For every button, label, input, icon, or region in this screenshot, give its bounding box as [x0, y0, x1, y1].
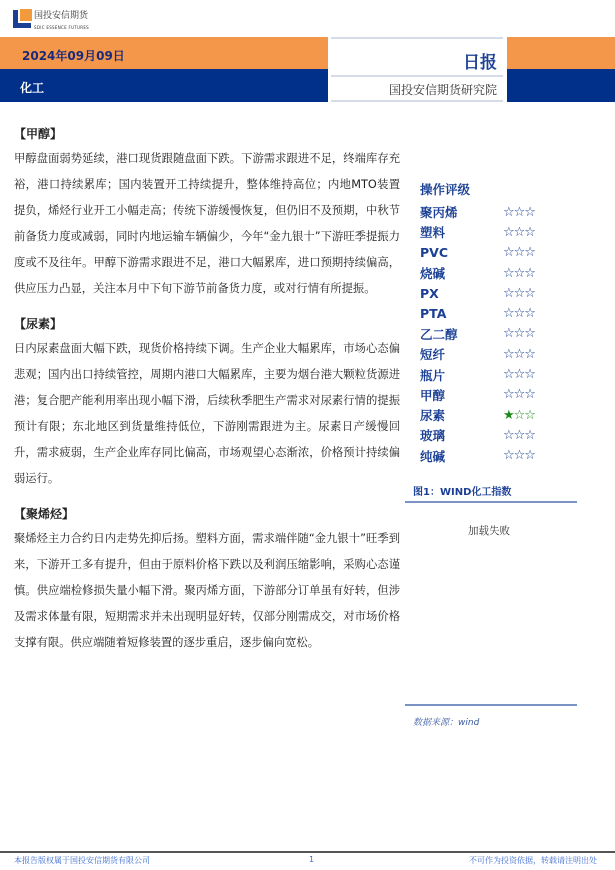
figure-bottom-rule [405, 704, 577, 706]
ratings-title: 操作评级 [420, 182, 471, 197]
section-title: 【甲醇】 [14, 127, 63, 141]
section-band-right [507, 69, 615, 102]
logo-english: SDIC ESSENCE FUTURES [34, 25, 90, 30]
figure-title: 图1：WIND化工指数 [413, 487, 512, 498]
rating-row [420, 324, 560, 344]
star-rating-icon: ☆☆☆ [503, 427, 535, 443]
footer-disclaimer: 不可作为投资依据，转载请注明出处 [469, 856, 597, 865]
rating-row [420, 405, 560, 425]
star-rating-icon: ☆☆☆ [503, 306, 535, 322]
section-body: 聚烯烃主力合约日内走势先抑后扬。塑料方面，需求端伴随“金九银十”旺季到来，下游开工多有提升，但由于原料价格下跌以及利润压缩影响，采购心态谨慎。供应端检修损失量小幅下滑。聚丙烯方面，下游部分订单虽有好转，但涉及需求体量有限，短期需求并未出现明显好转，仅部分刚需成交，对市场价格支撑有限。供应端随着短修装置的逐步重启，逐步偏向宽松。 [14, 532, 400, 649]
section-title: 【尿素】 [14, 317, 63, 331]
section-urea [14, 316, 400, 492]
rating-row [420, 425, 560, 445]
page-number: 1 [309, 855, 315, 864]
product-name: 塑料 [420, 225, 446, 241]
star-rating-icon: ☆☆☆ [503, 204, 535, 220]
data-source: 数据来源：wind [413, 718, 480, 728]
rating-row [420, 222, 560, 242]
ratings-rows [420, 202, 560, 466]
product-name: 纯碱 [420, 448, 446, 464]
star-rating-icon: ☆☆☆ [503, 326, 535, 342]
section-body: 甲醇盘面弱势延续，港口现货跟随盘面下跌。下游需求跟进不足，终端库存充裕，港口持续累库；国内装置开工持续提升，整体维持高位；内地MTO装置提负，烯烃行业开工小幅走高；传统下游缓慢恢复，但仍旧不及预期，中秋节前备货力度或减弱，同时内地运输车辆偏少，今年“金九银十”下游旺季提振力度或不及往年。甲醇下游需求跟进不足，港口大幅累库，进口预期持续偏高，供应压力凸显，关注本月中下旬下游节前备货力度，或对行情有所提振。 [14, 152, 400, 295]
star-rating-icon: ☆☆☆ [503, 448, 535, 464]
figure-placeholder: 加载失败 [468, 525, 510, 537]
footer-rule [0, 851, 615, 853]
product-name: 瓶片 [420, 367, 446, 383]
product-name: PX [420, 285, 439, 301]
product-name: 玻璃 [420, 428, 446, 444]
product-name: 乙二醇 [420, 326, 458, 342]
product-name: 烧碱 [420, 266, 446, 282]
product-name: 甲醇 [420, 387, 446, 403]
commentary-column [14, 126, 400, 670]
ratings-table [420, 180, 560, 466]
star-rating-icon: ☆☆☆ [503, 367, 535, 383]
institute-name: 国投安信期货研究院 [388, 83, 497, 97]
star-rating-icon: ☆☆☆ [503, 245, 535, 261]
section-band [0, 69, 328, 102]
logo-icon [13, 10, 31, 28]
rating-row [420, 364, 560, 384]
divider [331, 100, 503, 102]
star-rating-icon: ☆☆☆ [503, 224, 535, 240]
section-name: 化工 [20, 81, 45, 95]
figure-top-rule [405, 501, 577, 503]
report-type: 日报 [463, 53, 497, 73]
footer-copyright: 本报告版权属于国投安信期货有限公司 [14, 856, 150, 865]
rating-row [420, 283, 560, 303]
star-rating-icon: ★☆☆ [503, 407, 535, 423]
rating-row [420, 446, 560, 466]
rating-row [420, 385, 560, 405]
product-name: 聚丙烯 [420, 205, 458, 221]
section-polyolefin [14, 506, 400, 656]
divider [331, 75, 503, 77]
logo-name: 国投安信期货 [34, 11, 89, 21]
star-rating-icon: ☆☆☆ [503, 285, 535, 301]
date-band-right [507, 37, 615, 69]
section-body: 日内尿素盘面大幅下跌，现货价格持续下调。生产企业大幅累库，市场心态偏悲观；国内出口持续管控，周期内港口大幅累库，主要为烟台港大颗粒货源进港；复合肥产能利用率出现小幅下滑，后续秋季肥生产需求对尿素行情的提振预计有限；东北地区到货量维持低位，下游刚需跟进为主。尿素日产缓慢回升，需求疲弱，生产企业库存同比偏高，市场观望心态渐浓，价格预计持续偏弱运行。 [14, 342, 400, 485]
star-rating-icon: ☆☆☆ [503, 346, 535, 362]
rating-row [420, 263, 560, 283]
product-name: 短纤 [420, 347, 446, 363]
section-title: 【聚烯烃】 [14, 507, 75, 521]
rating-row [420, 303, 560, 323]
star-rating-icon: ☆☆☆ [503, 387, 535, 403]
section-methanol [14, 126, 400, 302]
product-name: PVC [420, 245, 449, 261]
rating-row [420, 202, 560, 222]
rating-row [420, 344, 560, 364]
product-name: 尿素 [420, 408, 446, 424]
rating-row [420, 243, 560, 263]
product-name: PTA [420, 306, 447, 322]
report-date: 2024年09月09日 [22, 49, 125, 63]
divider [331, 37, 503, 39]
star-rating-icon: ☆☆☆ [503, 265, 535, 281]
